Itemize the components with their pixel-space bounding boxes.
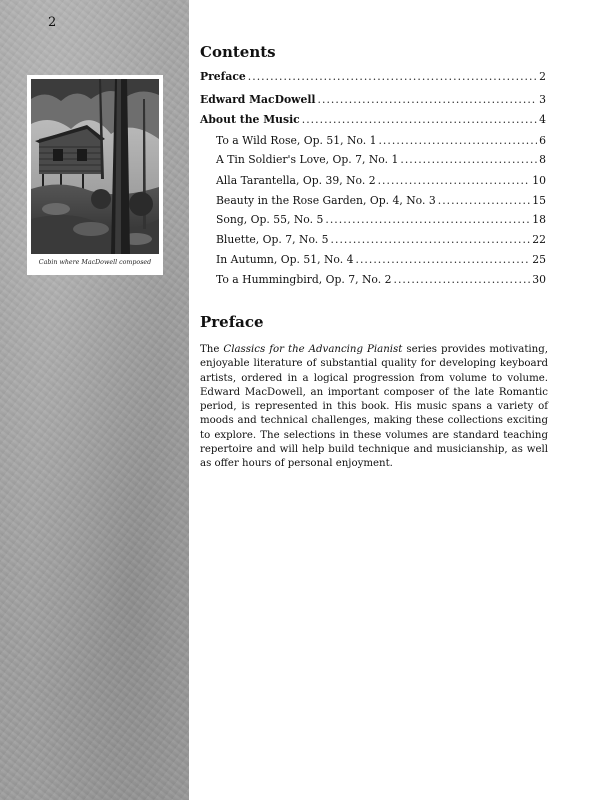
toc-entry-page: 30 <box>532 273 546 286</box>
toc-entry[interactable] <box>200 70 546 84</box>
toc-entry-title: Song, Op. 55, No. 5 <box>216 213 324 226</box>
cabin-photo <box>31 79 159 254</box>
toc-entry-page: 10 <box>532 174 546 187</box>
toc-entry-page: 8 <box>539 153 546 166</box>
toc-entry-page: 22 <box>532 233 546 246</box>
photo-caption: Cabin where MacDowell composed <box>38 259 152 266</box>
toc-entry-page: 6 <box>539 134 546 147</box>
toc-entry[interactable] <box>200 113 546 127</box>
toc-entry-title: Edward MacDowell <box>200 93 316 106</box>
main-content <box>200 0 550 800</box>
toc-entry-title: Beauty in the Rose Garden, Op. 4, No. 3 <box>216 194 436 207</box>
toc-entry[interactable] <box>216 253 546 267</box>
toc-entry[interactable] <box>216 233 546 247</box>
toc-entry-title: In Autumn, Op. 51, No. 4 <box>216 253 354 266</box>
toc-entry-title: A Tin Soldier's Love, Op. 7, No. 1 <box>216 153 399 166</box>
toc-entry-title: Bluette, Op. 7, No. 5 <box>216 233 329 246</box>
toc-leader-dots <box>318 93 538 107</box>
preface-text-start: The <box>200 344 224 355</box>
preface-text-rest: series provides motivating, enjoyable literature of substantial quality for developing keyboard artists, ordered in a logical progression from volume to volume. Edward MacDowell, an important composer of the late Romantic period, is represented in this book. His music spans a variety of moods and technical challenges, making these collections exciting to explore. The selections in these volumes are standard teaching repertoire and will help build technique and musicianship, as well as offer hours of personal enjoyment. <box>200 344 548 470</box>
toc-entry-title: Preface <box>200 70 246 83</box>
toc-leader-dots <box>331 233 531 247</box>
toc-leader-dots <box>355 253 530 267</box>
toc-entry[interactable] <box>216 194 546 208</box>
toc-leader-dots <box>325 213 530 227</box>
toc-entry[interactable] <box>200 93 546 107</box>
toc-leader-dots <box>393 273 530 287</box>
toc-entry[interactable] <box>216 153 546 167</box>
photo-card <box>27 75 163 275</box>
toc-leader-dots <box>378 134 537 148</box>
toc-entry[interactable] <box>216 273 546 287</box>
toc-entry-page: 3 <box>539 93 546 106</box>
page-number: 2 <box>48 15 57 30</box>
toc-entry-page: 15 <box>532 194 546 207</box>
toc-entry-page: 2 <box>539 70 546 83</box>
toc-leader-dots <box>302 113 537 127</box>
toc-entry[interactable] <box>216 213 546 227</box>
toc-leader-dots <box>378 174 531 188</box>
toc-entry-title: Alla Tarantella, Op. 39, No. 2 <box>216 174 376 187</box>
preface-heading: Preface <box>200 313 264 331</box>
toc-entry-title: To a Hummingbird, Op. 7, No. 2 <box>216 273 392 286</box>
toc-leader-dots <box>400 153 537 167</box>
preface-paragraph <box>200 343 548 472</box>
toc-entry-page: 4 <box>539 113 546 126</box>
series-title: Classics for the Advancing Pianist <box>223 344 403 355</box>
toc-entry-title: To a Wild Rose, Op. 51, No. 1 <box>216 134 377 147</box>
toc-leader-dots <box>248 70 537 84</box>
toc-entry[interactable] <box>216 174 546 188</box>
toc-entry[interactable] <box>216 134 546 148</box>
sidebar-panel <box>0 0 189 800</box>
toc-leader-dots <box>438 194 531 208</box>
contents-heading: Contents <box>200 43 276 61</box>
toc-entry-page: 25 <box>532 253 546 266</box>
toc-entry-page: 18 <box>532 213 546 226</box>
toc-entry-title: About the Music <box>200 113 300 126</box>
